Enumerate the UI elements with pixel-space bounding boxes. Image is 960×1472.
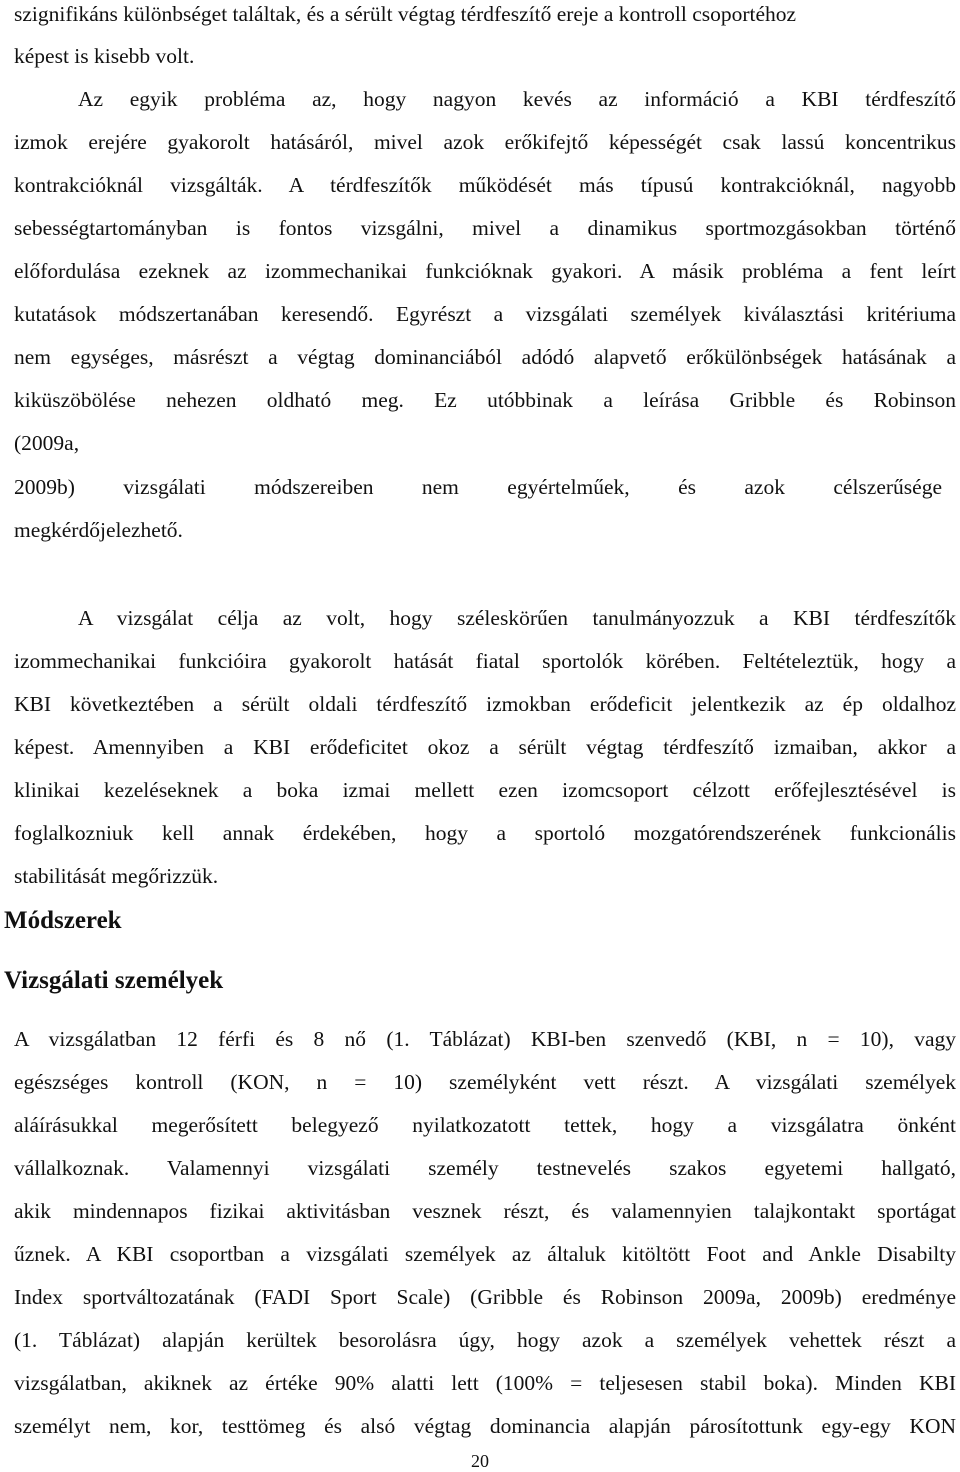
text-line: képest is kisebb volt. [14,44,195,68]
text-line: kiküszöbölése nehezen oldható meg. Ez utóbbinak a leírása Gribble és Robinson [14,388,956,412]
text-line: képest. Amennyiben a KBI erődeficitet okoz a sérült végtag térdfeszítő izmaiban, akkor a [14,735,956,759]
text-line: izommechanikai funkcióira gyakorolt hatását fiatal sportolók körében. Feltételeztük, hogy a [14,649,956,673]
text-line: aláírásukkal megerősített belegyező nyilatkozatott tettek, hogy a vizsgálatra önként [14,1113,956,1137]
text-line: klinikai kezeléseknek a boka izmai mellett ezen izomcsoport célzott erőfejlesztésével is [14,778,956,802]
text-line: Az egyik probléma az, hogy nagyon kevés az információ a KBI térdfeszítő [78,87,956,111]
text-line: megkérdőjelezhető. [14,518,183,542]
text-line: kutatások módszertanában keresendő. Egyrészt a vizsgálati személyek kiválasztási kritériuma [14,302,956,326]
page-number: 20 [471,1451,489,1471]
section-heading-methods: Módszerek [4,907,122,934]
text-line: vállalkoznak. Valamennyi vizsgálati személy testnevelés szakos egyetemi hallgató, [14,1156,956,1180]
text-line: szignifikáns különbséget találtak, és a sérült végtag térdfeszítő ereje a kontroll csoportéhoz [14,2,797,26]
text-line: egészséges kontroll (KON, n = 10) személyként vett részt. A vizsgálati személyek [14,1070,956,1094]
text-line: izmok erejére gyakorolt hatásáról, mivel azok erőkifejtő képességét csak lassú koncentrikus [14,130,956,154]
text-line: stabilitását megőrizzük. [14,864,219,888]
text-line: (1. Táblázat) alapján kerültek besorolásra úgy, hogy azok a személyek vehettek részt a [14,1328,956,1352]
text-line: (2009a, [14,431,80,455]
text-line: kontrakcióknál vizsgálták. A térdfeszítők működését más típusú kontrakcióknál, nagyobb [14,173,956,197]
text-line: űznek. A KBI csoportban a vizsgálati személyek az általuk kitöltött Foot and Ankle Disabilty [14,1242,956,1266]
text-line: előfordulása ezeknek az izommechanikai funkcióknak gyakori. A másik probléma a fent leírt [14,259,956,283]
text-line: akik mindennapos fizikai aktivitásban vesznek részt, és valamennyien talajkontakt sportágat [14,1199,956,1223]
text-line: KBI következtében a sérült oldali térdfeszítő izmokban erődeficit jelentkezik az ép oldalhoz [14,692,956,716]
text-line: Index sportváltozatának (FADI Sport Scale) (Gribble és Robinson 2009a, 2009b) eredménye [14,1285,956,1309]
text-line: vizsgálatban, akiknek az értéke 90% alatti lett (100% = teljesesen stabil boka). Minden KBI [14,1371,956,1395]
text-line: személyt nem, kor, testtömeg és alsó végtag dominancia alapján párosítottunk egy-egy KON [14,1414,956,1438]
text-line: A vizsgálat célja az volt, hogy széleskörűen tanulmányozzuk a KBI térdfeszítők [78,606,956,630]
text-line: A vizsgálatban 12 férfi és 8 nő (1. Táblázat) KBI-ben szenvedő (KBI, n = 10), vagy [14,1027,956,1051]
text-line: foglalkozniuk kell annak érdekében, hogy a sportoló mozgatórendszerének funkcionális [14,821,956,845]
text-line: 2009b) vizsgálati módszereiben nem egyértelműek, és azok célszerűsége [14,475,942,499]
text-line: nem egységes, másrészt a végtag dominanciából adódó alapvető erőkülönbségek hatásának a [14,345,956,369]
text-line: sebességtartományban is fontos vizsgálni, mivel a dinamikus sportmozgásokban történő [14,216,956,240]
section-heading-subjects: Vizsgálati személyek [4,967,224,994]
